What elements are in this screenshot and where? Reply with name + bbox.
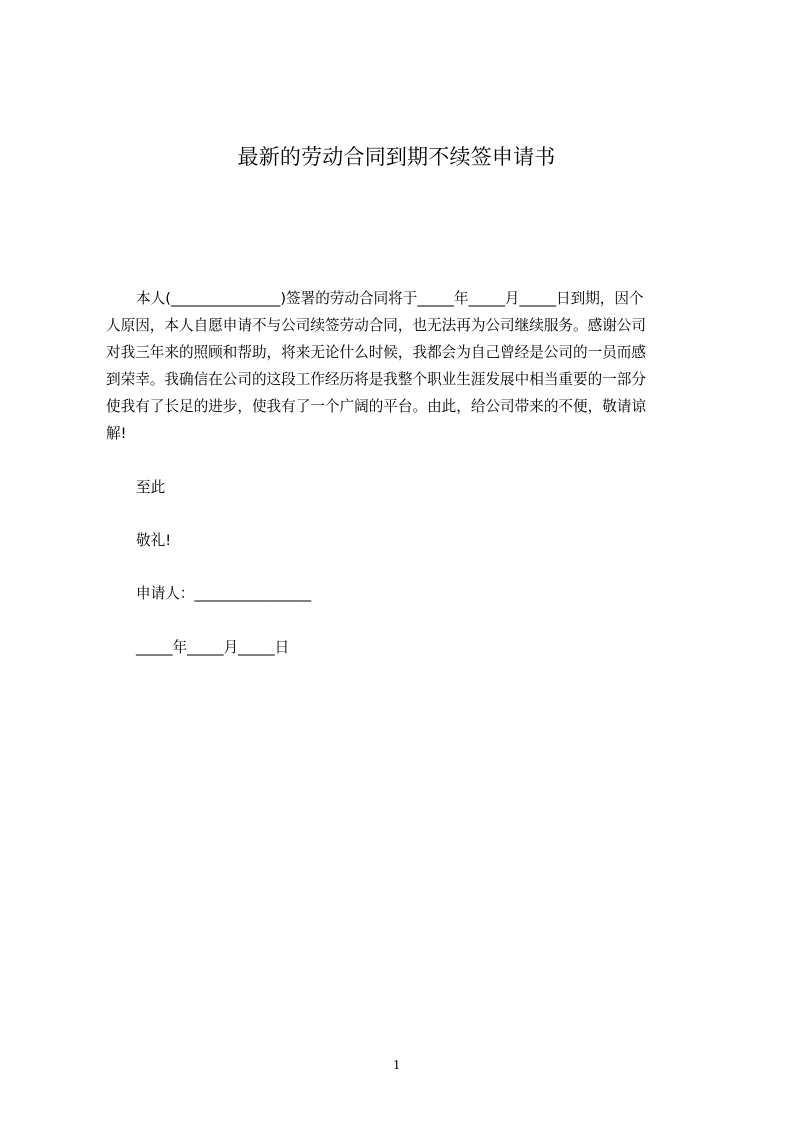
paragraph-line-3: 对我三年来的照顾和帮助，将来无论什么时候，我都会为自己曾经是公司的一员而感	[106, 344, 646, 361]
paragraph-line-5: 使我有了长足的进步，使我有了一个广阔的平台。由此，给公司带来的不便，敬请谅	[106, 398, 646, 415]
paragraph-line-4: 到荣幸。我确信在公司的这段工作经历将是我整个职业生涯发展中相当重要的一部分	[106, 371, 646, 388]
closing-text: 至此	[136, 479, 166, 496]
paragraph-line-2: 人原因，本人自愿申请不与公司续签劳动合同，也无法再为公司继续服务。感谢公司	[106, 317, 646, 334]
page-number: 1	[393, 1058, 400, 1073]
page-title: 最新的劳动合同到期不续签申请书	[237, 145, 556, 169]
salutation-text: 敬礼!	[136, 532, 172, 549]
date-line: _____年_____月_____日	[136, 639, 290, 656]
paragraph-line-1: 本人(_______________)签署的劳动合同将于_____年_____月_____日到期，因个	[136, 290, 644, 307]
paragraph-line-6: 解!	[106, 425, 127, 442]
applicant-signature-line: 申请人：________________	[136, 585, 312, 602]
